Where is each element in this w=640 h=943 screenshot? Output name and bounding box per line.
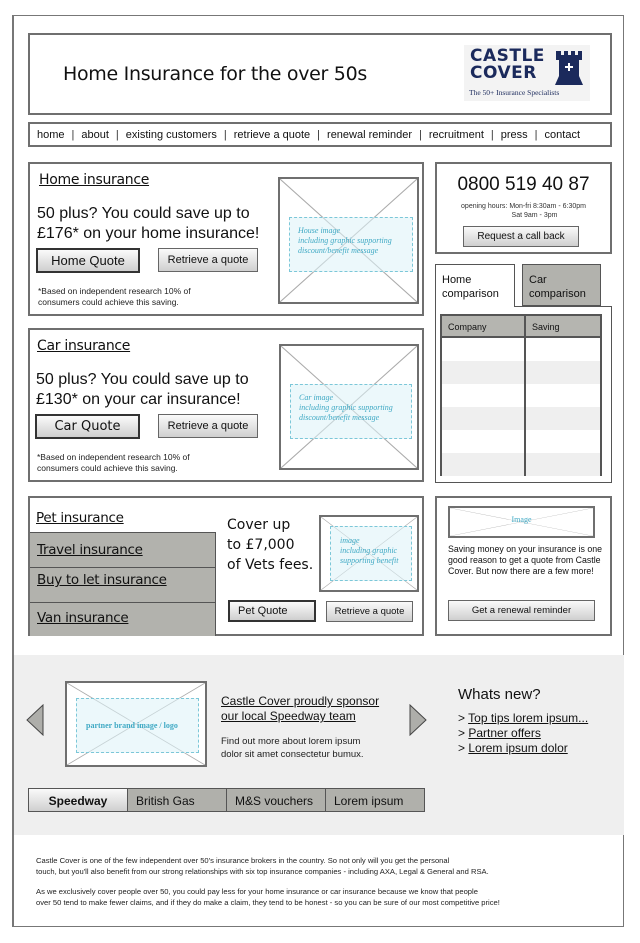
table-row bbox=[442, 361, 600, 384]
nav-contact[interactable]: contact bbox=[544, 129, 580, 141]
nav-separator: | bbox=[419, 129, 422, 141]
nav-retrieve-quote[interactable]: retrieve a quote bbox=[233, 129, 311, 141]
whats-new-link-partner-offers[interactable]: Partner offers bbox=[468, 726, 541, 740]
footer-paragraph-2 bbox=[36, 887, 606, 908]
partner-body-line2: dolor sit amet consectetur bumux. bbox=[221, 748, 364, 760]
home-footnote-line2: consumers could achieve this saving. bbox=[38, 297, 179, 307]
comparison-table bbox=[440, 314, 602, 476]
car-headline-line1: 50 plus? You could save up to bbox=[36, 371, 249, 388]
table-row bbox=[442, 453, 600, 476]
car-headline bbox=[36, 370, 249, 410]
partner-image-caption: partner brand image / logo bbox=[76, 698, 199, 753]
logo-tagline: The 50+ Insurance Specialists bbox=[469, 88, 560, 97]
pet-headline-line1: Cover up bbox=[227, 517, 291, 533]
caption-line: including graphic bbox=[340, 546, 398, 555]
car-image-placeholder bbox=[279, 344, 419, 470]
header bbox=[28, 33, 612, 115]
pet-headline-line3: of Vets fees. bbox=[227, 557, 314, 573]
carousel-next-arrow-icon[interactable] bbox=[409, 704, 427, 736]
cell-company bbox=[442, 407, 526, 430]
nav-recruitment[interactable]: recruitment bbox=[428, 129, 484, 141]
caption-line: supporting benefit bbox=[340, 556, 399, 565]
tab-label-line1: Home bbox=[442, 274, 472, 286]
renewal-text: Saving money on your insurance is one good reason to get a quote from Castle Cover. But now there are a few more! bbox=[448, 544, 603, 576]
pet-image-caption bbox=[330, 526, 412, 581]
nav-separator: | bbox=[317, 129, 321, 141]
pet-quote-button[interactable]: Pet Quote bbox=[228, 600, 316, 622]
car-footnote bbox=[37, 452, 190, 474]
nav-renewal-reminder[interactable]: renewal reminder bbox=[327, 129, 413, 141]
nav-separator: | bbox=[534, 129, 538, 141]
nav-separator: | bbox=[223, 129, 227, 141]
product-van-insurance[interactable]: Van insurance bbox=[30, 602, 216, 636]
list-divider bbox=[215, 532, 216, 636]
home-headline bbox=[37, 204, 259, 244]
caption-line: House image bbox=[298, 226, 340, 235]
footer-about-text bbox=[36, 856, 606, 908]
caption-line: Car image bbox=[299, 393, 333, 402]
contact-panel bbox=[435, 162, 612, 254]
hours-label: opening hours: bbox=[461, 203, 508, 210]
hours-saturday: Sat 9am - 3pm bbox=[511, 212, 558, 219]
home-insurance-title[interactable]: Home insurance bbox=[39, 172, 150, 188]
whats-new-item bbox=[458, 711, 588, 726]
whats-new-item bbox=[458, 726, 588, 741]
request-call-back-button[interactable]: Request a call back bbox=[463, 226, 579, 247]
nav-about[interactable]: about bbox=[81, 129, 109, 141]
logo-line1: CASTLE bbox=[470, 46, 545, 66]
page-title: Home Insurance for the over 50s bbox=[63, 63, 367, 85]
partner-tab-british-gas[interactable]: British Gas bbox=[127, 788, 227, 812]
chevron-right-icon: > bbox=[458, 741, 466, 755]
nav-separator: | bbox=[115, 129, 119, 141]
footer-line: over 50 tend to make fewer claims, and if they do make a claim, they tend to be honest - so you can be sure of our most competitive price! bbox=[36, 897, 500, 907]
table-header bbox=[442, 316, 600, 338]
renewal-reminder-button[interactable]: Get a renewal reminder bbox=[448, 600, 595, 621]
whats-new-list bbox=[458, 711, 588, 756]
caption-line: discount/benefit message bbox=[299, 413, 380, 422]
nav-press[interactable]: press bbox=[500, 129, 528, 141]
tab-label-line1: Car bbox=[529, 274, 547, 286]
main-nav bbox=[28, 122, 612, 147]
phone-number[interactable]: 0800 519 40 87 bbox=[457, 174, 590, 195]
product-buy-to-let-insurance[interactable]: Buy to let insurance bbox=[30, 567, 216, 602]
partner-tab-ms-vouchers[interactable]: M&S vouchers bbox=[226, 788, 326, 812]
logo-line2: COVER bbox=[470, 63, 537, 83]
footer-line: As we exclusively cover people over 50, you could pay less for your home insurance or car insurance because we know that people bbox=[36, 887, 478, 896]
nav-existing-customers[interactable]: existing customers bbox=[125, 129, 217, 141]
chevron-right-icon: > bbox=[458, 711, 466, 725]
whats-new-item bbox=[458, 741, 588, 756]
partner-tab-speedway[interactable]: Speedway bbox=[28, 788, 128, 812]
car-headline-line2: £130* on your car insurance! bbox=[36, 391, 241, 408]
partner-body-text bbox=[221, 736, 364, 761]
home-headline-line2: £176* on your home insurance! bbox=[37, 225, 260, 242]
table-row bbox=[442, 407, 600, 430]
footer-line: touch, but you'll also benefit from our strong relationships with six top insurance companies - including AXA, Legal & General and RSA. bbox=[36, 866, 489, 876]
other-products-panel bbox=[28, 496, 424, 636]
car-footnote-line2: consumers could achieve this saving. bbox=[37, 463, 178, 473]
pet-retrieve-quote-button[interactable]: Retrieve a quote bbox=[326, 601, 413, 622]
partner-body-line1: Find out more about lorem ipsum bbox=[221, 736, 361, 747]
home-footnote bbox=[38, 286, 191, 308]
chevron-right-icon: > bbox=[458, 726, 466, 740]
partner-tab-lorem-ipsum[interactable]: Lorem ipsum bbox=[325, 788, 425, 812]
footer-paragraph-1 bbox=[36, 856, 606, 877]
nav-separator: | bbox=[490, 129, 494, 141]
caption-line: including graphic supporting bbox=[299, 403, 393, 412]
car-footnote-line1: *Based on independent research 10% of bbox=[37, 452, 190, 462]
house-image-caption bbox=[289, 217, 413, 272]
home-footnote-line1: *Based on independent research 10% of bbox=[38, 286, 191, 296]
cell-company bbox=[442, 338, 526, 361]
nav-separator: | bbox=[71, 129, 75, 141]
car-insurance-title[interactable]: Car insurance bbox=[37, 338, 131, 354]
home-headline-line1: 50 plus? You could save up to bbox=[37, 205, 250, 222]
renewal-image-placeholder bbox=[448, 506, 595, 538]
table-row bbox=[442, 384, 600, 407]
home-insurance-panel bbox=[28, 162, 424, 316]
pet-headline-line2: to £7,000 bbox=[227, 537, 295, 553]
column-company: Company bbox=[442, 316, 526, 336]
whats-new-title: Whats new? bbox=[458, 686, 541, 703]
footer-line: Castle Cover is one of the few independent over 50's insurance brokers in the country. So not only will you get the personal bbox=[36, 856, 450, 865]
partner-headline-line1: Castle Cover proudly sponsor bbox=[221, 694, 380, 708]
carousel-prev-arrow-icon[interactable] bbox=[26, 704, 44, 736]
home-retrieve-quote-button[interactable]: Retrieve a quote bbox=[158, 248, 258, 272]
house-image-placeholder bbox=[278, 177, 419, 304]
tab-label-line2: comparison bbox=[529, 288, 586, 300]
cell-company bbox=[442, 361, 526, 384]
renewal-panel bbox=[435, 496, 612, 636]
whats-new-link-lorem-ipsum[interactable]: Lorem ipsum dolor bbox=[468, 741, 568, 755]
cell-company bbox=[442, 384, 526, 407]
hours-weekday: Mon-fri 8:30am - 6:30pm bbox=[509, 203, 586, 210]
cell-company bbox=[442, 430, 526, 453]
partner-headline-line2: our local Speedway team bbox=[221, 709, 356, 723]
whats-new-link-top-tips[interactable]: Top tips lorem ipsum... bbox=[468, 711, 589, 725]
partner-image-placeholder bbox=[65, 681, 207, 767]
column-saving: Saving bbox=[532, 322, 560, 332]
nav-home[interactable]: home bbox=[37, 129, 65, 141]
opening-hours bbox=[437, 202, 610, 220]
tab-home-comparison[interactable] bbox=[435, 264, 515, 307]
castle-tower-icon bbox=[554, 51, 584, 85]
renewal-image-label: Image bbox=[511, 515, 532, 524]
product-pet-insurance[interactable]: Pet insurance bbox=[36, 510, 124, 526]
car-image-caption bbox=[290, 384, 412, 439]
table-row bbox=[442, 430, 600, 453]
tab-car-comparison[interactable] bbox=[522, 264, 601, 306]
castle-cover-logo[interactable] bbox=[464, 45, 590, 101]
product-travel-insurance[interactable]: Travel insurance bbox=[30, 532, 216, 567]
caption-line: discount/benefit message bbox=[298, 246, 379, 255]
car-insurance-panel bbox=[28, 328, 424, 482]
caption-line: including graphic supporting bbox=[298, 236, 392, 245]
cell-company bbox=[442, 453, 526, 476]
pet-image-placeholder bbox=[319, 515, 419, 592]
pet-headline bbox=[227, 515, 313, 575]
car-quote-button[interactable]: Car Quote bbox=[35, 414, 140, 439]
table-row bbox=[442, 338, 600, 361]
logo-wordmark bbox=[470, 48, 545, 82]
caption-line: image bbox=[340, 536, 360, 545]
partner-headline-link[interactable] bbox=[221, 694, 379, 724]
tab-label-line2: comparison bbox=[442, 288, 499, 300]
car-retrieve-quote-button[interactable]: Retrieve a quote bbox=[158, 414, 258, 438]
home-quote-button[interactable]: Home Quote bbox=[36, 248, 140, 273]
